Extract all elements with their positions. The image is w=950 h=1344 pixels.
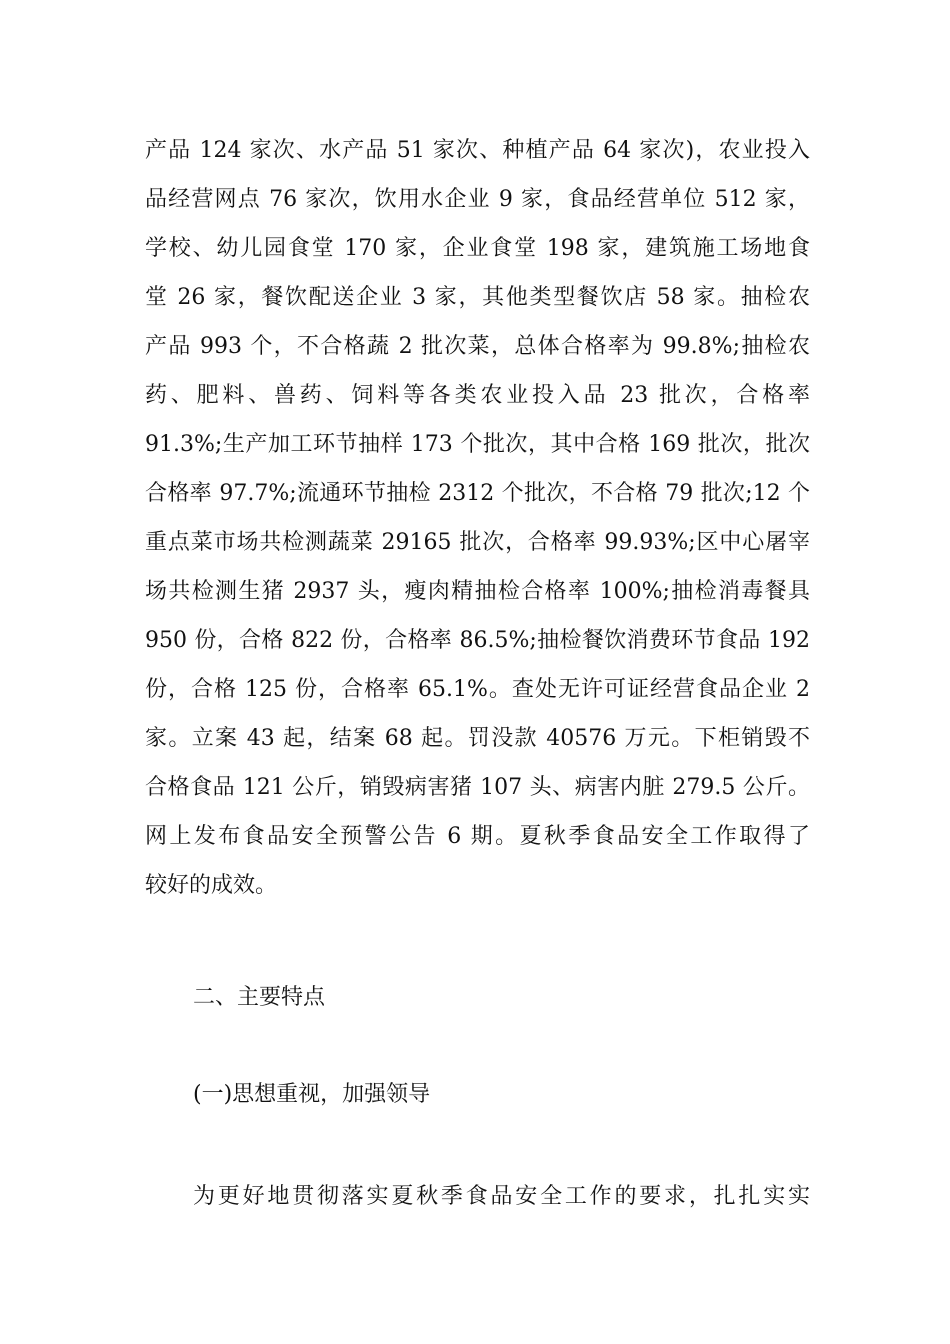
paragraph-line: 场共检测生猪 2937 头，瘦肉精抽检合格率 100%;抽检消毒餐具 (145, 579, 810, 604)
paragraph-line: 合格食品 121 公斤，销毁病害猪 107 头、病害内脏 279.5 公斤。 (145, 775, 810, 800)
paragraph-line: 较好的成效。 (145, 873, 278, 898)
paragraph-line: 产品 993 个，不合格蔬 2 批次菜，总体合格率为 99.8%;抽检农 (145, 334, 810, 359)
paragraph-line: 药、肥料、兽药、饲料等各类农业投入品 23 批次，合格率 (145, 383, 810, 408)
paragraph-line: 堂 26 家，餐饮配送企业 3 家，其他类型餐饮店 58 家。抽检农 (145, 285, 810, 310)
paragraph-line: 为更好地贯彻落实夏秋季食品安全工作的要求，扎扎实实 (193, 1184, 810, 1209)
paragraph-line: 品经营网点 76 家次，饮用水企业 9 家，食品经营单位 512 家， (145, 187, 810, 212)
section-heading: 二、主要特点 (193, 985, 326, 1010)
paragraph-line: 91.3%;生产加工环节抽样 173 个批次，其中合格 169 批次，批次 (145, 432, 810, 457)
subsection-heading: (一)思想重视，加强领导 (193, 1082, 431, 1107)
paragraph-line: 950 份，合格 822 份，合格率 86.5%;抽检餐饮消费环节食品 192 (145, 628, 810, 653)
paragraph-line: 产品 124 家次、水产品 51 家次、种植产品 64 家次)，农业投入 (145, 138, 810, 163)
paragraph-line: 重点菜市场共检测蔬菜 29165 批次，合格率 99.93%;区中心屠宰 (145, 530, 810, 555)
paragraph-line: 学校、幼儿园食堂 170 家，企业食堂 198 家，建筑施工场地食 (145, 236, 810, 261)
paragraph-line: 合格率 97.7%;流通环节抽检 2312 个批次，不合格 79 批次;12 个 (145, 481, 810, 506)
paragraph-line: 份，合格 125 份，合格率 65.1%。查处无许可证经营食品企业 2 (145, 677, 810, 702)
paragraph-line: 家。立案 43 起，结案 68 起。罚没款 40576 万元。下柜销毁不 (145, 726, 810, 751)
paragraph-line: 网上发布食品安全预警公告 6 期。夏秋季食品安全工作取得了 (145, 824, 810, 849)
